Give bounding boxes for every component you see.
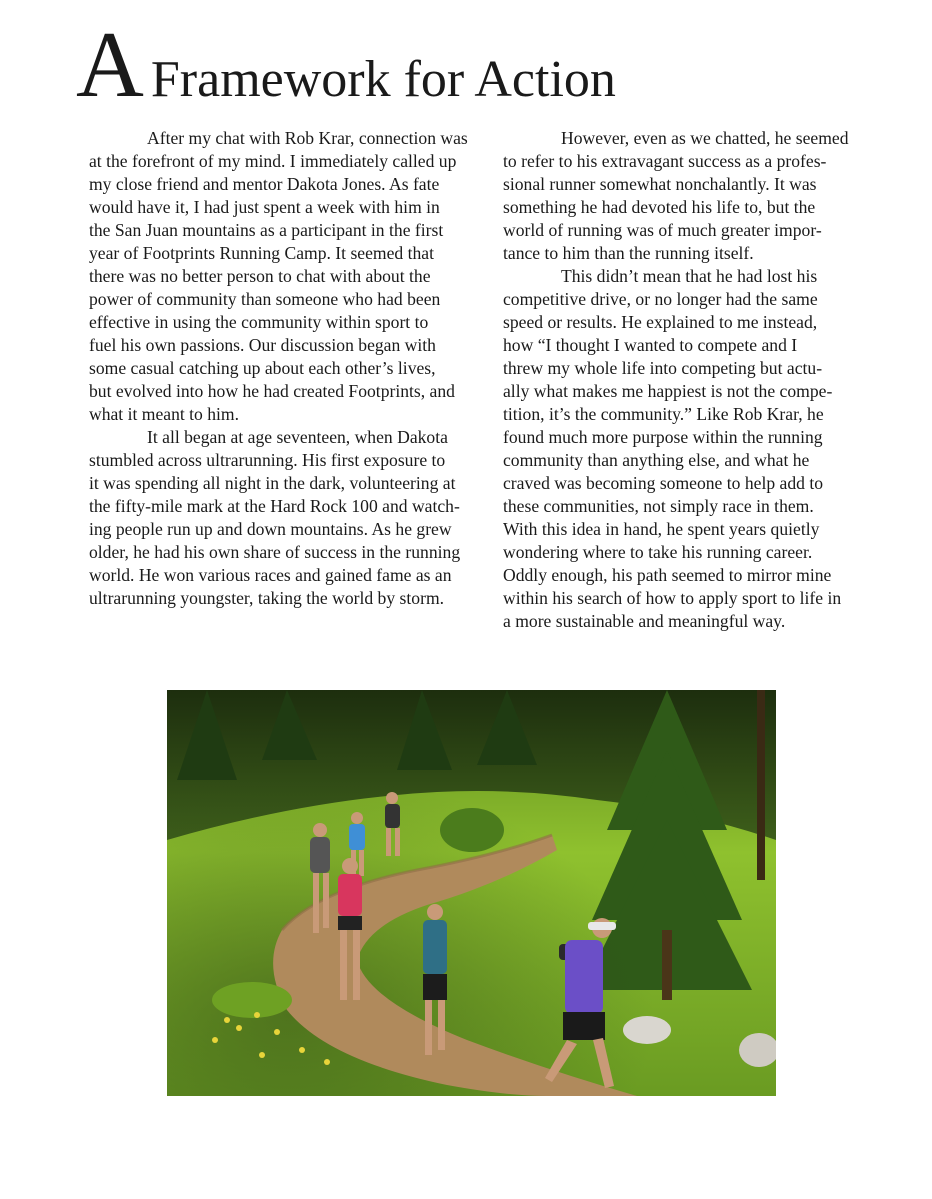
right-column-line: wondering where to take his running career.: [503, 542, 813, 562]
right-column-line: to refer to his extravagant success as a profes-: [503, 151, 827, 171]
right-column-line: threw my whole life into competing but actu-: [503, 358, 823, 378]
article-title: [76, 13, 876, 118]
right-text-column: [503, 127, 873, 633]
left-column-line: would have it, I had just spent a week with him in: [89, 197, 440, 217]
title-text: Framework for Action: [150, 51, 616, 108]
left-column-line: world. He won various races and gained fame as an: [89, 565, 452, 585]
right-column-line: a more sustainable and meaningful way.: [503, 611, 786, 631]
left-column-line: but evolved into how he had created Footprints, and: [89, 381, 455, 401]
right-column-line: competitive drive, or no longer had the same: [503, 289, 818, 309]
left-column-line: it was spending all night in the dark, volunteering at: [89, 473, 456, 493]
left-column-line: effective in using the community within sport to: [89, 312, 429, 332]
right-column-line: Oddly enough, his path seemed to mirror mine: [503, 565, 832, 585]
left-column-line: some casual catching up about each other’s lives,: [89, 358, 436, 378]
left-column-line: stumbled across ultrarunning. His first exposure to: [89, 450, 446, 470]
left-column-line: It all began at age seventeen, when Dakota: [147, 427, 448, 447]
right-column-line: tition, it’s the community.” Like Rob Krar, he: [503, 404, 824, 424]
left-column-line: power of community than someone who had been: [89, 289, 441, 309]
left-column-line: ing people run up and down mountains. As he grew: [89, 519, 452, 539]
right-column-line: found much more purpose within the running: [503, 427, 823, 447]
left-column-line: After my chat with Rob Krar, connection was: [147, 128, 468, 148]
left-column-line: fuel his own passions. Our discussion began with: [89, 335, 436, 355]
left-column-line: my close friend and mentor Dakota Jones. As fate: [89, 174, 440, 194]
left-column-line: what it meant to him.: [89, 404, 240, 424]
right-column-line: within his search of how to apply sport to life in: [503, 588, 842, 608]
right-column-line: speed or results. He explained to me instead,: [503, 312, 818, 332]
left-column-line: at the forefront of my mind. I immediately called up: [89, 151, 457, 171]
trail-runners-photo: [167, 690, 776, 1096]
right-column-line: these communities, not simply race in them.: [503, 496, 814, 516]
right-column-line: something he had devoted his life to, but the: [503, 197, 816, 217]
right-column-line: With this idea in hand, he spent years quietly: [503, 519, 820, 539]
right-column-line: world of running was of much greater impor-: [503, 220, 822, 240]
right-column-line: tance to him than the running itself.: [503, 243, 754, 263]
left-column-line: year of Footprints Running Camp. It seemed that: [89, 243, 434, 263]
left-text-column: [89, 127, 497, 610]
right-column-line: ally what makes me happiest is not the compe-: [503, 381, 833, 401]
title-drop-cap: A: [76, 13, 143, 117]
right-column-line: sional runner somewhat nonchalantly. It was: [503, 174, 817, 194]
right-column-line: community than anything else, and what he: [503, 450, 810, 470]
left-column-line: ultrarunning youngster, taking the world by storm.: [89, 588, 445, 608]
right-column-line: This didn’t mean that he had lost his: [561, 266, 818, 286]
left-column-line: the San Juan mountains as a participant in the first: [89, 220, 444, 240]
right-column-line: However, even as we chatted, he seemed: [561, 128, 849, 148]
left-column-line: the fifty-mile mark at the Hard Rock 100 and watch-: [89, 496, 460, 516]
right-column-line: how “I thought I wanted to compete and I: [503, 335, 798, 355]
right-column-line: craved was becoming someone to help add to: [503, 473, 824, 493]
left-column-line: older, he had his own share of success in the running: [89, 542, 461, 562]
left-column-line: there was no better person to chat with about the: [89, 266, 431, 286]
